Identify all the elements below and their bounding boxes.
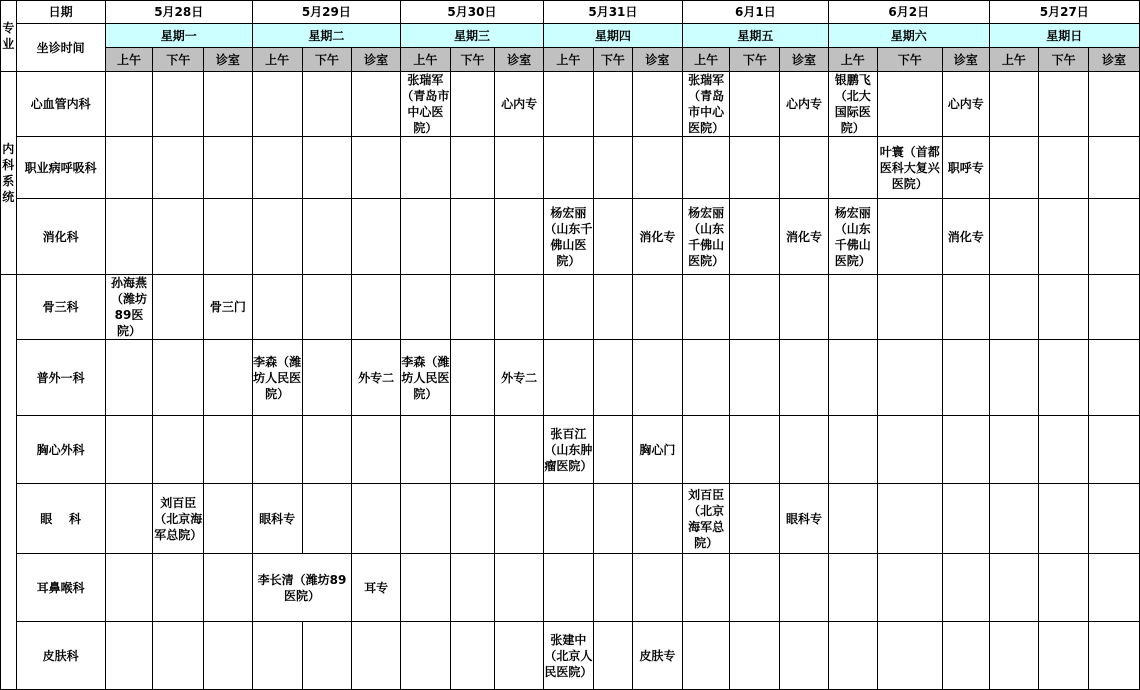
dept-general-surgery-1: 普外一科 bbox=[16, 340, 105, 416]
dept-orthopedics-3: 骨三科 bbox=[16, 275, 105, 340]
am-header: 上午 bbox=[252, 48, 302, 72]
weekday-wed: 星期三 bbox=[400, 24, 543, 48]
date-header: 日期 bbox=[16, 1, 105, 24]
date-sun: 5月27日 bbox=[989, 1, 1139, 24]
weekday-tue: 星期二 bbox=[252, 24, 400, 48]
room-entry: 职呼专 bbox=[942, 137, 989, 199]
dept-thoracic-surgery: 胸心外科 bbox=[16, 416, 105, 484]
doctor-entry: 张建中（北京人民医院） bbox=[543, 622, 593, 690]
weekday-thu: 星期四 bbox=[543, 24, 682, 48]
am-header: 上午 bbox=[543, 48, 593, 72]
pm-header: 下午 bbox=[153, 48, 204, 72]
doctor-entry: 李森（潍坊人民医院） bbox=[400, 340, 450, 416]
pm-header: 下午 bbox=[1039, 48, 1089, 72]
doctor-entry: 银鹏飞（北大国际医院） bbox=[828, 72, 877, 137]
dept-ent: 耳鼻喉科 bbox=[16, 554, 105, 622]
specialty-header: 专业 bbox=[1, 1, 17, 72]
dept-gastroenterology: 消化科 bbox=[16, 199, 105, 275]
room-entry: 眼科专 bbox=[252, 484, 302, 554]
room-entry: 消化专 bbox=[633, 199, 683, 275]
date-wed: 5月30日 bbox=[400, 1, 543, 24]
weekday-sat: 星期六 bbox=[828, 24, 989, 48]
room-header: 诊室 bbox=[495, 48, 544, 72]
am-header: 上午 bbox=[989, 48, 1039, 72]
room-entry: 眼科专 bbox=[780, 484, 829, 554]
doctor-entry: 刘百臣（北京海军总院） bbox=[682, 484, 730, 554]
room-entry: 胸心门 bbox=[633, 416, 683, 484]
dept-ophthalmology: 眼 科 bbox=[16, 484, 105, 554]
room-entry: 外专二 bbox=[495, 340, 544, 416]
weekday-fri: 星期五 bbox=[682, 24, 828, 48]
room-entry: 骨三门 bbox=[204, 275, 253, 340]
doctor-entry: 李森（潍坊人民医院） bbox=[252, 340, 302, 416]
pm-header: 下午 bbox=[877, 48, 942, 72]
doctor-entry: 杨宏丽（山东千佛山医院） bbox=[682, 199, 730, 275]
doctor-entry: 李长清（潍坊89医院） bbox=[252, 554, 351, 622]
doctor-entry: 孙海燕（潍坊89医院） bbox=[105, 275, 153, 340]
room-header: 诊室 bbox=[1089, 48, 1140, 72]
room-entry: 耳专 bbox=[352, 554, 401, 622]
time-header: 坐诊时间 bbox=[16, 24, 105, 72]
doctor-entry: 张瑞军（青岛市中心医院） bbox=[682, 72, 730, 137]
room-entry: 消化专 bbox=[942, 199, 989, 275]
doctor-entry: 杨宏丽（山东千佛山医院） bbox=[543, 199, 593, 275]
dept-dermatology: 皮肤科 bbox=[16, 622, 105, 690]
room-header: 诊室 bbox=[352, 48, 401, 72]
room-header: 诊室 bbox=[633, 48, 683, 72]
doctor-entry: 张瑞军（青岛市中心医院） bbox=[401, 73, 450, 135]
pm-header: 下午 bbox=[730, 48, 780, 72]
weekday-mon: 星期一 bbox=[105, 24, 252, 48]
date-tue: 5月29日 bbox=[252, 1, 400, 24]
room-entry: 心内专 bbox=[780, 72, 829, 137]
pm-header: 下午 bbox=[593, 48, 632, 72]
room-entry: 外专二 bbox=[352, 340, 401, 416]
date-fri: 6月1日 bbox=[682, 1, 828, 24]
pm-header: 下午 bbox=[302, 48, 352, 72]
am-header: 上午 bbox=[828, 48, 877, 72]
weekday-sun: 星期日 bbox=[989, 24, 1139, 48]
doctor-entry: 张百江（山东肿瘤医院） bbox=[543, 416, 593, 484]
am-header: 上午 bbox=[400, 48, 450, 72]
room-entry: 皮肤专 bbox=[633, 622, 683, 690]
room-entry: 消化专 bbox=[780, 199, 829, 275]
group-surgery bbox=[1, 275, 17, 690]
doctor-entry: 杨宏丽（山东千佛山医院） bbox=[828, 199, 877, 275]
date-mon: 5月28日 bbox=[105, 1, 252, 24]
pm-header: 下午 bbox=[450, 48, 495, 72]
date-sat: 6月2日 bbox=[828, 1, 989, 24]
group-internal-medicine: 内科系统 bbox=[1, 72, 17, 275]
room-entry: 心内专 bbox=[495, 72, 544, 137]
doctor-entry: 叶寰（首都医科大复兴医院） bbox=[877, 137, 942, 199]
room-header: 诊室 bbox=[942, 48, 989, 72]
room-entry: 心内专 bbox=[942, 72, 989, 137]
doctor-entry: 刘百臣（北京海军总院） bbox=[153, 484, 204, 554]
dept-cardiology: 心血管内科 bbox=[16, 72, 105, 137]
am-header: 上午 bbox=[105, 48, 153, 72]
room-header: 诊室 bbox=[780, 48, 829, 72]
am-header: 上午 bbox=[682, 48, 730, 72]
date-thu: 5月31日 bbox=[543, 1, 682, 24]
dept-occupational-respiratory: 职业病呼吸科 bbox=[16, 137, 105, 199]
room-header: 诊室 bbox=[204, 48, 253, 72]
